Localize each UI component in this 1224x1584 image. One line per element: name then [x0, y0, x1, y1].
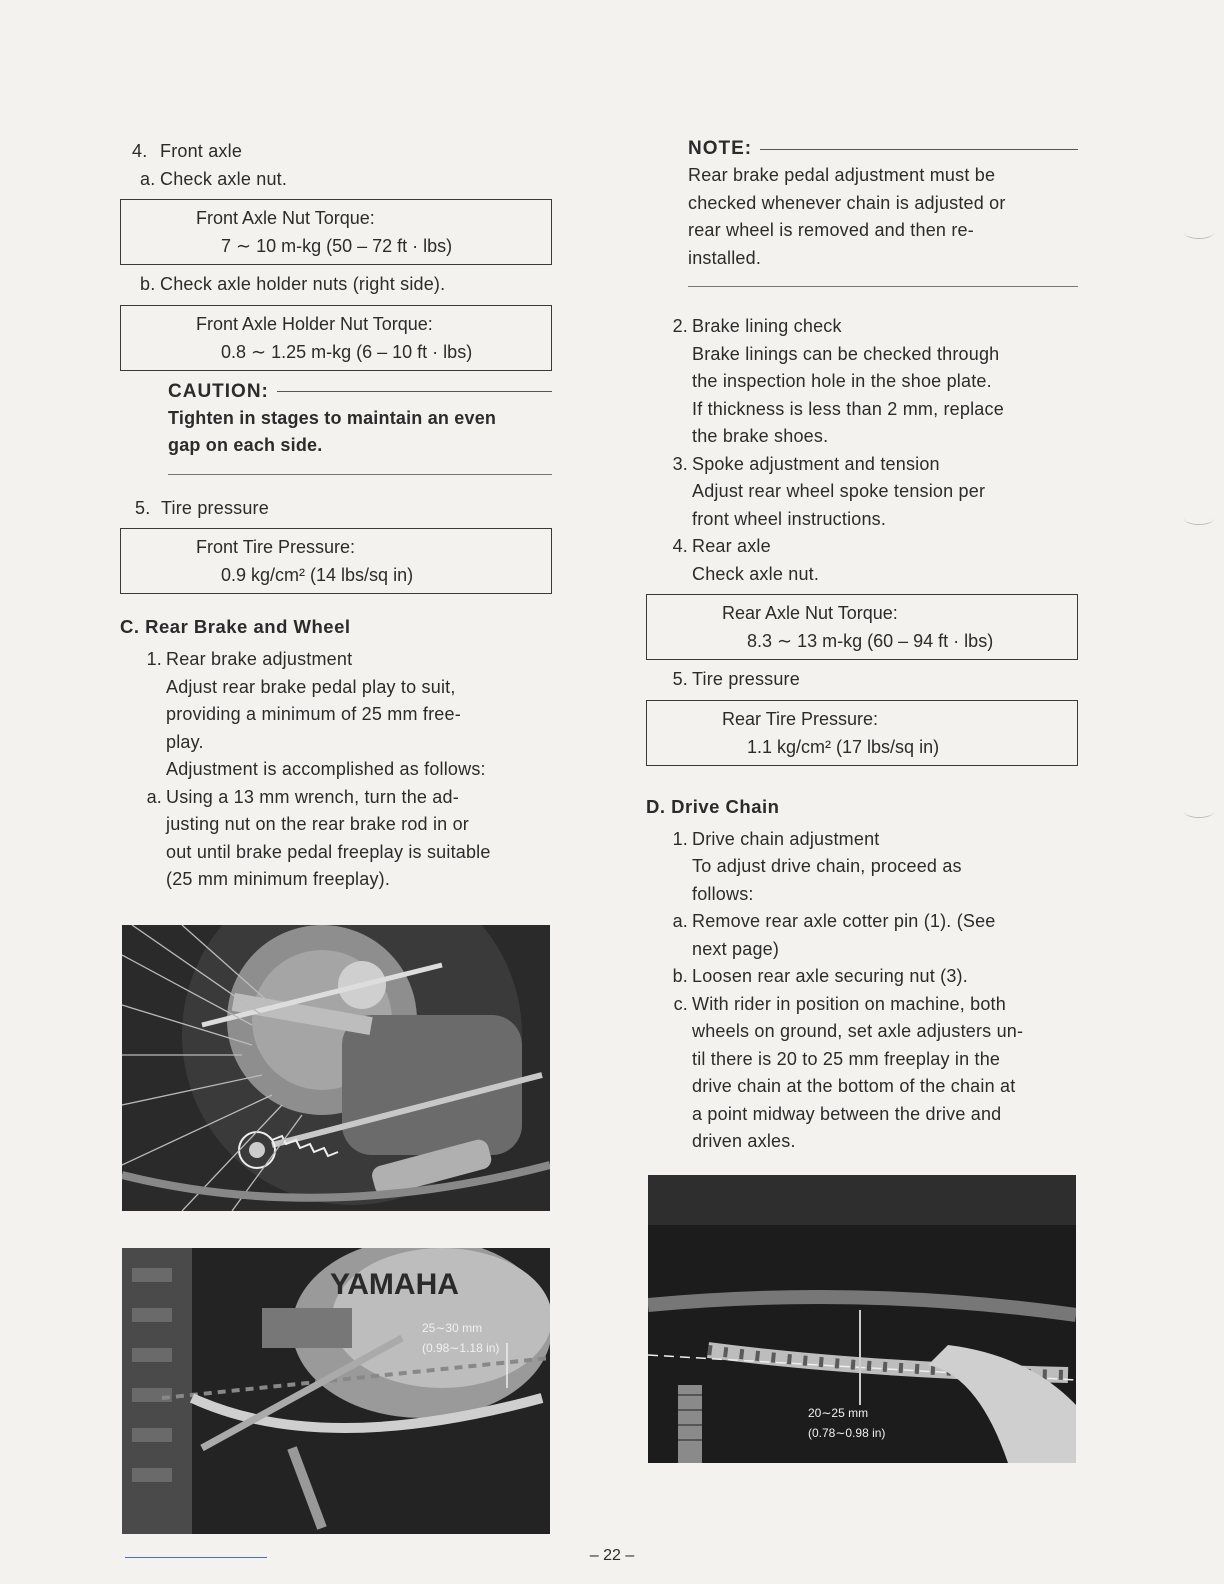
left-column	[120, 138, 552, 894]
svg-text:(0.98∼1.18 in): (0.98∼1.18 in)	[422, 1341, 500, 1355]
list-item: 4. Front axle	[132, 141, 243, 161]
list-item: b. Check axle holder nuts (right side).	[140, 274, 446, 294]
caution-heading: CAUTION:	[168, 381, 552, 403]
page-number: – 22 –	[589, 1547, 635, 1564]
caution-block: CAUTION: Tighten in stages to maintain an even gap on each side.	[168, 381, 552, 475]
list-item: 1. Rear brake adjustment	[146, 649, 353, 669]
svg-text:20∼25 mm: 20∼25 mm	[808, 1406, 869, 1420]
note-heading: NOTE:	[688, 138, 1078, 160]
spec-box: Rear Tire Pressure: 1.1 kg/cm² (17 lbs/sq in)	[646, 700, 1078, 766]
list-item: 2. Brake lining check	[672, 316, 842, 336]
spec-box: Front Axle Nut Torque: 7 ∼ 10 m-kg (50 – 72 ft · lbs)	[120, 199, 552, 265]
list-item: 3. Spoke adjustment and tension	[672, 453, 940, 474]
list-item: a. Using a 13 mm wrench, turn the ad- justing nut on the rear brake rod in or out until brake pedal freeplay is suitable (25 mm minimum freeplay).	[146, 786, 491, 889]
section-heading: C. Rear Brake and Wheel	[120, 616, 351, 637]
spec-box: Front Axle Holder Nut Torque: 0.8 ∼ 1.25 m-kg (6 – 10 ft · lbs)	[120, 305, 552, 371]
list-item: 4. Rear axle	[672, 536, 771, 556]
section-heading: D. Drive Chain	[646, 795, 780, 817]
svg-text:(0.78∼0.98 in): (0.78∼0.98 in)	[808, 1426, 886, 1440]
list-item: c. With rider in position on machine, both wheels on ground, set axle adjusters un- til there is 20 to 25 mm freeplay in the drive chain at the bottom of the chain at a point midway between the drive and driven axles.	[673, 993, 1024, 1151]
list-item: 5. Tire pressure	[672, 669, 800, 689]
list-item: 1. Drive chain adjustment	[672, 828, 880, 849]
spec-box: Front Tire Pressure: 0.9 kg/cm² (14 lbs/sq in)	[120, 528, 552, 594]
list-item: 5. Tire pressure	[135, 497, 269, 518]
list-item: a. Remove rear axle cotter pin (1). (See next page)	[672, 911, 996, 959]
list-item: b. Loosen rear axle securing nut (3).	[672, 966, 968, 986]
brand-text: YAMAHA	[330, 1268, 459, 1301]
drive-chain-photo	[648, 1175, 1076, 1463]
spec-box: Rear Axle Nut Torque: 8.3 ∼ 13 m-kg (60 – 94 ft · lbs)	[646, 594, 1078, 660]
note-block: NOTE: Rear brake pedal adjustment must be checked whenever chain is adjusted or rear wheel is removed and then re- installed.	[688, 138, 1078, 287]
brake-pedal-photo	[122, 1248, 550, 1534]
svg-text:25∼30 mm: 25∼30 mm	[422, 1321, 483, 1335]
rear-brake-photo	[122, 925, 550, 1211]
list-item: a. Check axle nut.	[140, 168, 288, 189]
paragraph: Adjust rear brake pedal play to suit, providing a minimum of 25 mm free- play. Adjustment is accomplished as follows:	[166, 676, 486, 779]
right-column: NOTE: Rear brake pedal adjustment must be checked whenever chain is adjusted or rear wheel is removed and then re- installed. 2. Brake lining check Brake linings can be checked through the inspection hole in the shoe plate. If thickness is less than 2 mm, replace the brake shoes. 3. Spoke adjustment and tension Adjust rear wheel spoke tension per front wheel instructions. 4. Rear axle Check axle nut. Rear Axle Nut Torque: 8.3 ∼ 13 m-kg (60 – 94 ft · lbs) 5. Tire pressure Rear Tire Pressure: 1.1 kg/cm² (17 lbs/sq in) D. Drive Chain 1. Drive chain adjustment To adjust drive chain, proceed as follows: a. Remove rear axle cotter pin (1). (See next page) b. Loosen rear axle securing nut (3). c. With rider in position on machine, both wheels on ground, set axle adjusters un- til there is 20 to 25 mm freeplay in the drive chain at the bottom of the chain at a point midway between the drive and driven axles.	[646, 138, 1078, 1156]
